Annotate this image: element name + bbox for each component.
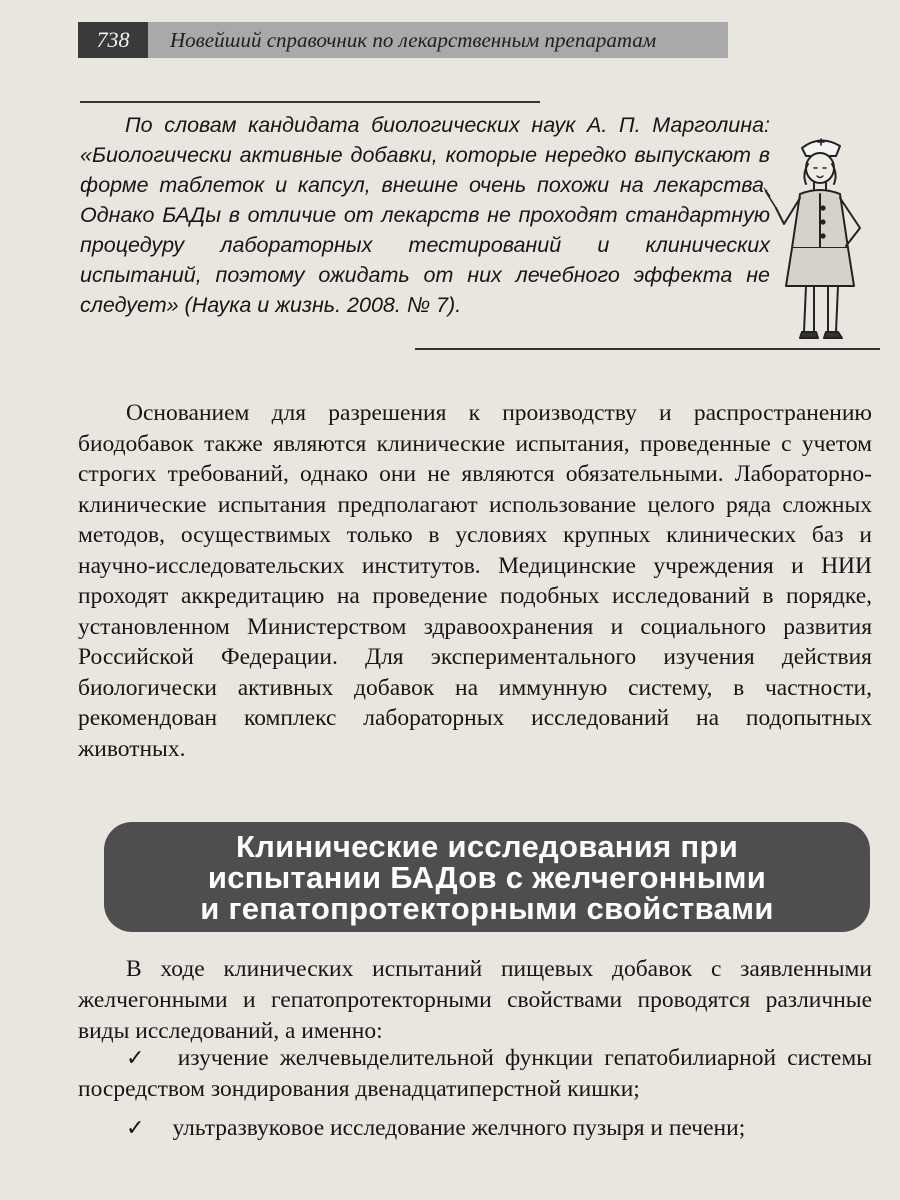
running-header: [78, 22, 728, 58]
body-paragraph: Основанием для разрешения к производству и распространению биодобавок также являются клинические испытания, проведенные с учетом строгих требований, однако они не являются обязательными. Лабораторно-клинические испытания предполагают использование целого ряда сложных методов, осуществимых только в условиях крупных клинических баз и научно-исследовательских институтов. Медицинские учреждения и НИИ проходят аккредитацию на проведение подобных исследований в порядке, установленном Министерством здравоохранения и социального развития Российской Федерации. Для экспериментального изучения действия биологически активных добавок на иммунную систему, в частности, рекомендован комплекс лабораторных исследований на подопытных животных.: [78, 400, 872, 762]
checkmark-icon: ✓: [126, 1046, 150, 1071]
page-number: 738: [78, 22, 148, 58]
list-item-text: ультразвуковое исследование желчного пузыря и печени;: [172, 1115, 746, 1141]
section-title-line: испытании БАДов с желчегонными: [207, 859, 767, 895]
intro-paragraph: В ходе клинических испытаний пищевых добавок с заявленными желчегонными и гепатопротекторными свойствами проводятся различные виды исследований, а именно:: [78, 956, 872, 1044]
checkmark-icon: ✓: [126, 1116, 145, 1141]
book-title: Новейший справочник по лекарственным препаратам: [148, 22, 728, 58]
list-item: [78, 1043, 872, 1105]
list-item: [78, 1113, 872, 1144]
quote-block: По словам кандидата биологических наук А. П. Марголина: «Биологически активные добавки, которые нередко выпускают в форме таблеток и капсул, внешне очень похожи на лекарства. Однако БАДы в отличие от лекарств не проходят стандартную процедуру лабораторных тестирований и клинических испытаний, поэтому ожидать от них лечебного эффекта не следует» (Наука и жизнь. 2008. № 7).: [80, 113, 770, 317]
list-item-text: изучение желчевыделительной функции гепатобилиарной системы посредством зондирования двенадцатиперстной кишки;: [78, 1045, 872, 1102]
section-heading-box: [104, 822, 870, 932]
quote-top-rule: [80, 101, 540, 103]
methods-list: [78, 1043, 872, 1152]
section-title: [200, 828, 774, 926]
nurse-illustration: [762, 128, 880, 350]
section-title-line: и гепатопротекторными свойствами: [200, 890, 774, 926]
section-title-line: Клинические исследования при: [235, 828, 739, 864]
